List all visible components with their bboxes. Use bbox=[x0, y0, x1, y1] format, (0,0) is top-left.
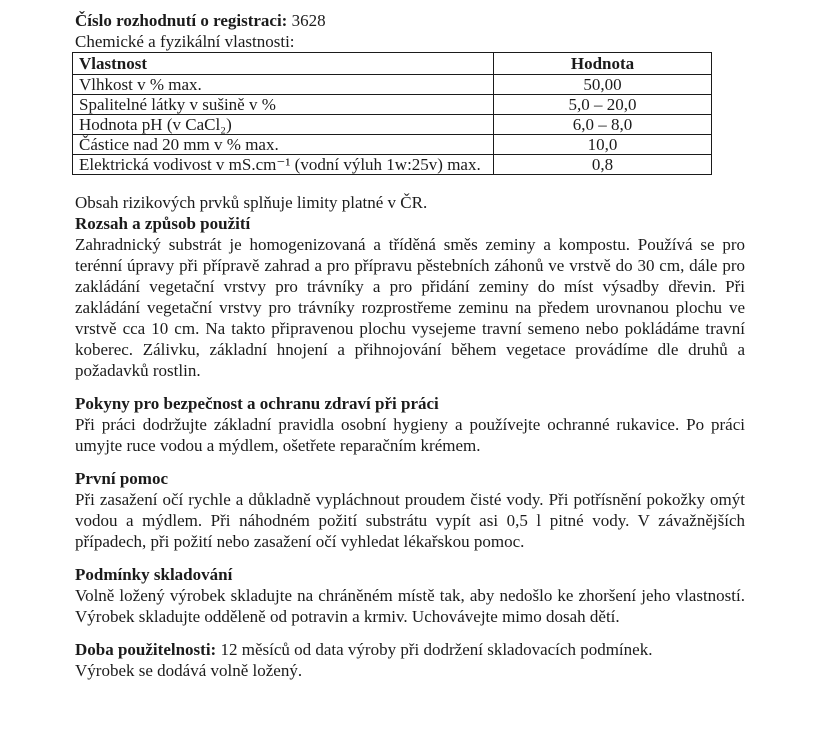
section-safety-heading: Pokyny pro bezpečnost a ochranu zdraví při práci bbox=[75, 394, 439, 413]
section-first-aid-body: Při zasažení očí rychle a důkladně vypláchnout proudem čisté vody. Při potřísnění pokožky omýt vodou a mýdlem. Při náhodném požití substrátu vypít asi 0,5 l pitné vody. V závažnějších případech, při požití nebo zasažení očí vyhledat lékařskou pomoc. bbox=[75, 490, 745, 551]
table-row bbox=[73, 115, 712, 135]
section-first-aid-heading: První pomoc bbox=[75, 469, 169, 488]
column-header-property: Vlastnost bbox=[73, 53, 494, 75]
properties-table bbox=[72, 52, 712, 175]
table-row bbox=[73, 135, 712, 155]
registration-number-label: Číslo rozhodnutí o registraci: bbox=[75, 11, 288, 30]
shelf-life-line bbox=[75, 639, 745, 660]
section-first-aid bbox=[75, 468, 745, 552]
section-usage-heading: Rozsah a způsob použití bbox=[75, 214, 251, 233]
value-cell: 5,0 – 20,0 bbox=[494, 95, 712, 115]
table-row bbox=[73, 155, 712, 175]
section-safety-body: Při práci dodržujte základní pravidla osobní hygieny a používejte ochranné rukavice. Po práci umyjte ruce vodou a mýdlem, ošetřete reparačním krémem. bbox=[75, 415, 745, 455]
section-usage bbox=[75, 213, 745, 381]
section-storage bbox=[75, 564, 745, 627]
value-cell: 0,8 bbox=[494, 155, 712, 175]
value-cell: 6,0 – 8,0 bbox=[494, 115, 712, 135]
risk-limits-note: Obsah rizikových prvků splňuje limity platné v ČR. bbox=[75, 193, 428, 212]
delivery-note: Výrobek se dodává volně ložený. bbox=[75, 661, 303, 680]
table-header-row bbox=[73, 53, 712, 75]
table-row bbox=[73, 95, 712, 115]
section-usage-body: Zahradnický substrát je homogenizovaná a tříděná směs zeminy a kompostu. Používá se pro terénní úpravy při přípravě zahrad a pro přípravu pěstebních záhonů ve vrstvě do 30 cm, dále pro zakládání vegetační vrstvy pro trávníky a pro přidání zeminy do míst výsadby dřevin. Při zakládání vegetační vrstvy pro trávníky rozprostřeme zeminu na předem urovnanou plochu ve vrstvě cca 10 cm. Na takto připravenou plochu vysejeme travní semeno nebo pokládáme travní koberec. Zálivku, základní hnojení a přihnojování během vegetace provádíme dle druhů a požadavků rostlin. bbox=[75, 235, 745, 380]
section-storage-body: Volně ložený výrobek skladujte na chráněném místě tak, aby nedošlo ke zhoršení jeho vlastností. Výrobek skladujte odděleně od potravin a krmiv. Uchovávejte mimo dosah dětí. bbox=[75, 586, 745, 626]
shelf-life-label: Doba použitelnosti: bbox=[75, 640, 217, 659]
registration-number: 3628 bbox=[291, 11, 326, 30]
value-cell: 50,00 bbox=[494, 75, 712, 95]
column-header-value: Hodnota bbox=[494, 53, 712, 75]
properties-heading: Chemické a fyzikální vlastnosti: bbox=[75, 32, 295, 51]
property-cell: Elektrická vodivost v mS.cm⁻¹ (vodní výluh 1w:25v) max. bbox=[73, 155, 494, 175]
property-cell: Částice nad 20 mm v % max. bbox=[73, 135, 494, 155]
section-storage-heading: Podmínky skladování bbox=[75, 565, 233, 584]
table-row bbox=[73, 75, 712, 95]
registration-number-line bbox=[75, 10, 745, 31]
property-cell: Hodnota pH (v CaCl₂) bbox=[73, 115, 494, 135]
value-cell: 10,0 bbox=[494, 135, 712, 155]
shelf-life-value: 12 měsíců od data výroby při dodržení skladovacích podmínek. bbox=[216, 640, 653, 659]
property-cell: Spalitelné látky v sušině v % bbox=[73, 95, 494, 115]
section-safety bbox=[75, 393, 745, 456]
property-cell: Vlhkost v % max. bbox=[73, 75, 494, 95]
